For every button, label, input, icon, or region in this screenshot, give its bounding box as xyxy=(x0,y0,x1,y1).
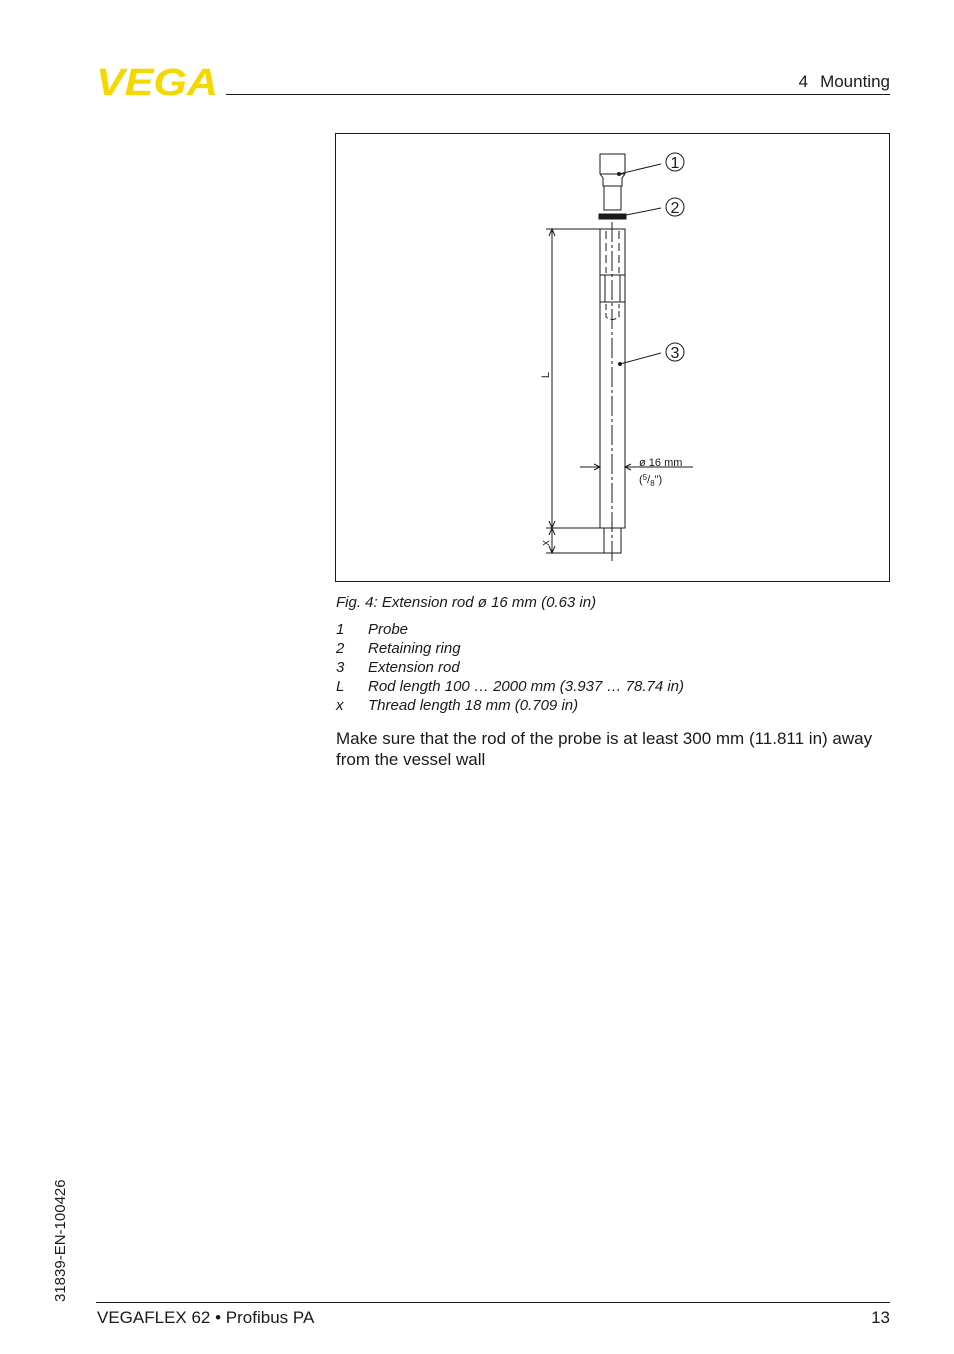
retaining-ring xyxy=(599,214,626,219)
body-paragraph: Make sure that the rod of the probe is at least 300 mm (11.811 in) away from the vessel wall xyxy=(336,729,873,769)
legend-text: Probe xyxy=(368,621,409,638)
footer-rule xyxy=(96,1302,890,1303)
figure-caption: Fig. 4: Extension rod ø 16 mm (0.63 in) xyxy=(336,594,597,611)
legend-text: Rod length 100 … 2000 mm (3.937 … 78.74 in) xyxy=(368,678,685,695)
legend-item xyxy=(336,696,684,715)
leader-3-dot xyxy=(619,363,622,366)
x-label: x xyxy=(540,540,552,546)
legend-item xyxy=(336,658,684,677)
leader-2 xyxy=(621,208,661,216)
figure-extension-rod xyxy=(335,133,890,582)
vega-logo xyxy=(96,64,220,98)
legend-text: Extension rod xyxy=(368,659,460,676)
probe-neck xyxy=(604,186,621,210)
vega-logo-text: VEGA xyxy=(96,64,218,98)
document-number: 31839-EN-100426 xyxy=(52,1179,69,1302)
extension-rod-drawing xyxy=(336,134,889,581)
callout-3: 3 xyxy=(670,345,680,362)
section-heading xyxy=(799,72,890,92)
probe-part xyxy=(600,154,625,186)
header-rule xyxy=(226,94,890,95)
L-label: L xyxy=(540,371,552,379)
legend-key: 3 xyxy=(336,659,345,676)
callout-2: 2 xyxy=(670,200,680,217)
legend-item xyxy=(336,677,684,696)
diameter-label: ø 16 mm xyxy=(639,457,683,469)
diameter-imperial: $(^5/_8")$ xyxy=(639,473,663,488)
legend-key: 1 xyxy=(336,621,345,638)
legend-key: 2 xyxy=(336,640,345,657)
page-number: 13 xyxy=(871,1308,890,1327)
leader-3 xyxy=(620,353,661,364)
legend-item xyxy=(336,639,684,658)
legend-text: Retaining ring xyxy=(368,640,461,657)
legend-item xyxy=(336,620,684,639)
section-number: 4 xyxy=(798,72,809,91)
section-title: Mounting xyxy=(820,72,890,91)
figure-legend xyxy=(336,620,684,715)
legend-key: L xyxy=(336,678,345,695)
footer-product: VEGAFLEX 62 • Profibus PA xyxy=(97,1308,315,1327)
callout-1: 1 xyxy=(670,155,680,172)
legend-text: Thread length 18 mm (0.709 in) xyxy=(368,697,579,714)
leader-1-dot xyxy=(618,173,621,176)
legend-key: x xyxy=(336,697,344,714)
